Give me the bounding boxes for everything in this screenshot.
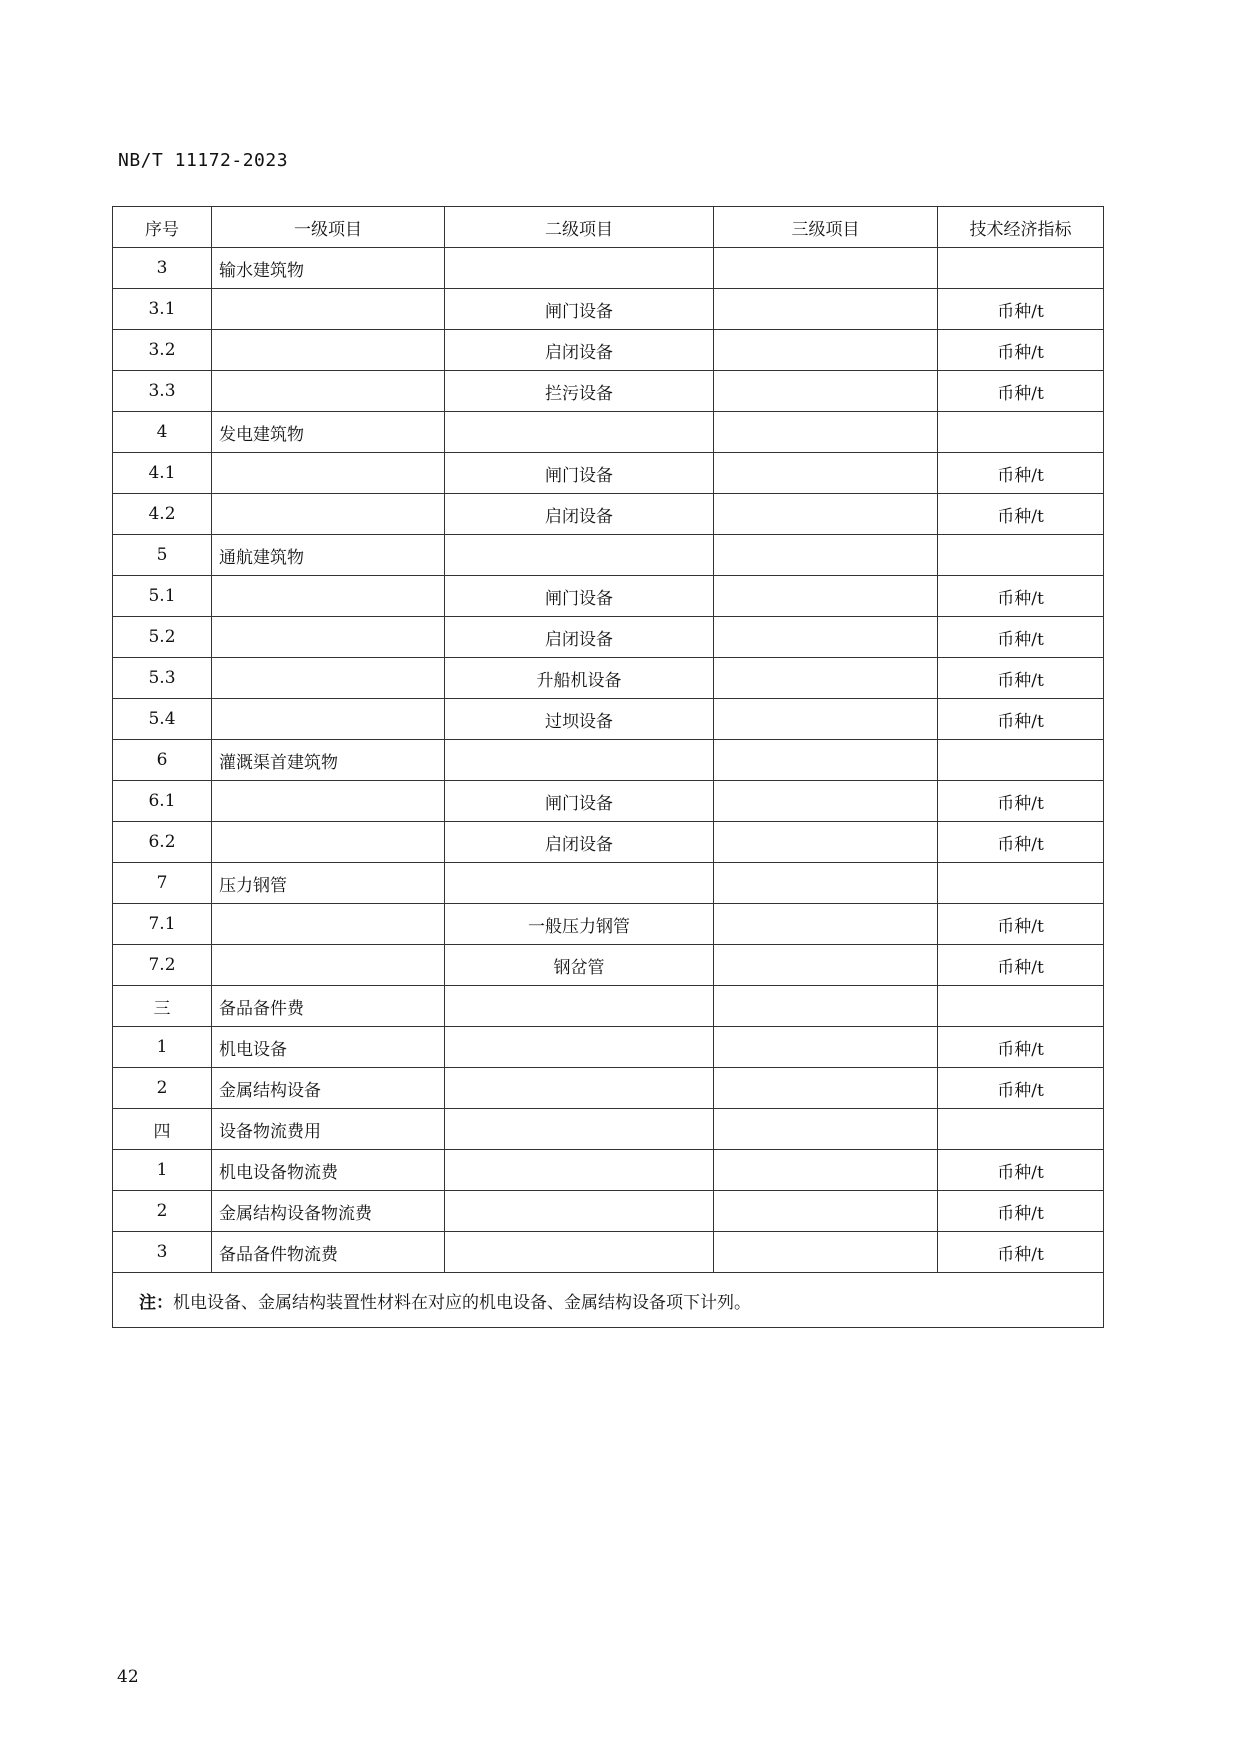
cell-level1: 输水建筑物 (212, 248, 445, 289)
cell-level2: 启闭设备 (445, 617, 714, 658)
cell-seq: 2 (113, 1191, 212, 1232)
table-row (113, 781, 1104, 822)
table-row (113, 535, 1104, 576)
table-row (113, 1068, 1104, 1109)
cell-level2 (445, 863, 714, 904)
cell-level1 (212, 576, 445, 617)
cell-seq: 7 (113, 863, 212, 904)
table-row (113, 617, 1104, 658)
cell-level1: 通航建筑物 (212, 535, 445, 576)
cell-seq: 6.2 (113, 822, 212, 863)
table-row (113, 576, 1104, 617)
cell-indicator: 币种/t (938, 330, 1104, 371)
cell-level3 (714, 1150, 938, 1191)
note-row (113, 1273, 1104, 1328)
cell-level2 (445, 1109, 714, 1150)
cell-seq: 3.1 (113, 289, 212, 330)
cell-level1: 发电建筑物 (212, 412, 445, 453)
cell-seq: 4.2 (113, 494, 212, 535)
cell-seq: 5.3 (113, 658, 212, 699)
cell-level3 (714, 699, 938, 740)
cell-level1 (212, 945, 445, 986)
table-row (113, 1232, 1104, 1273)
note-label: 注： (139, 1292, 173, 1313)
cell-seq: 7.1 (113, 904, 212, 945)
cell-level1 (212, 699, 445, 740)
cell-level2: 闸门设备 (445, 576, 714, 617)
cell-level1 (212, 781, 445, 822)
cell-indicator (938, 986, 1104, 1027)
cell-seq: 4.1 (113, 453, 212, 494)
cell-seq: 四 (113, 1109, 212, 1150)
cell-seq: 1 (113, 1150, 212, 1191)
cell-indicator: 币种/t (938, 699, 1104, 740)
table-row (113, 248, 1104, 289)
cell-level2 (445, 986, 714, 1027)
cell-seq: 4 (113, 412, 212, 453)
cell-level3 (714, 1109, 938, 1150)
cell-level1 (212, 494, 445, 535)
cell-level2: 过坝设备 (445, 699, 714, 740)
cell-level3 (714, 617, 938, 658)
table-row (113, 904, 1104, 945)
cell-indicator: 币种/t (938, 1191, 1104, 1232)
column-header-level2: 二级项目 (445, 207, 714, 248)
cell-level2: 闸门设备 (445, 781, 714, 822)
cell-indicator: 币种/t (938, 371, 1104, 412)
table-row (113, 289, 1104, 330)
cell-level2 (445, 1027, 714, 1068)
table-row (113, 699, 1104, 740)
table-row (113, 740, 1104, 781)
cell-level3 (714, 371, 938, 412)
cell-level2: 拦污设备 (445, 371, 714, 412)
cell-level1: 金属结构设备物流费 (212, 1191, 445, 1232)
cell-level1: 机电设备 (212, 1027, 445, 1068)
cell-level3 (714, 904, 938, 945)
cell-indicator (938, 535, 1104, 576)
cell-level3 (714, 289, 938, 330)
cell-level3 (714, 658, 938, 699)
column-header-level3: 三级项目 (714, 207, 938, 248)
cell-indicator: 币种/t (938, 658, 1104, 699)
table-body (113, 248, 1104, 1273)
cell-indicator: 币种/t (938, 1150, 1104, 1191)
cell-indicator: 币种/t (938, 822, 1104, 863)
cell-indicator (938, 248, 1104, 289)
cell-level3 (714, 453, 938, 494)
cell-level2: 启闭设备 (445, 330, 714, 371)
cell-level3 (714, 1191, 938, 1232)
cell-seq: 6.1 (113, 781, 212, 822)
cell-level1 (212, 617, 445, 658)
cell-level3 (714, 494, 938, 535)
cell-level2 (445, 1150, 714, 1191)
cell-level1: 机电设备物流费 (212, 1150, 445, 1191)
cell-level2: 一般压力钢管 (445, 904, 714, 945)
cell-level3 (714, 1027, 938, 1068)
cell-seq: 三 (113, 986, 212, 1027)
cell-indicator: 币种/t (938, 1027, 1104, 1068)
table-header-row (113, 207, 1104, 248)
cell-level3 (714, 535, 938, 576)
cell-indicator: 币种/t (938, 1232, 1104, 1273)
cell-level1 (212, 330, 445, 371)
cell-level2: 闸门设备 (445, 289, 714, 330)
cell-level2 (445, 412, 714, 453)
cell-indicator (938, 1109, 1104, 1150)
cell-level3 (714, 740, 938, 781)
cell-seq: 1 (113, 1027, 212, 1068)
cell-indicator: 币种/t (938, 494, 1104, 535)
cell-seq: 5 (113, 535, 212, 576)
cell-indicator: 币种/t (938, 453, 1104, 494)
cell-level1 (212, 822, 445, 863)
cell-seq: 3.2 (113, 330, 212, 371)
cell-level3 (714, 781, 938, 822)
table-row (113, 371, 1104, 412)
table-row (113, 412, 1104, 453)
table-row (113, 822, 1104, 863)
cell-seq: 3.3 (113, 371, 212, 412)
cell-level1: 设备物流费用 (212, 1109, 445, 1150)
cell-level1 (212, 904, 445, 945)
cell-level2: 启闭设备 (445, 822, 714, 863)
cell-indicator: 币种/t (938, 945, 1104, 986)
cell-level2 (445, 1068, 714, 1109)
cell-level3 (714, 986, 938, 1027)
table-row (113, 945, 1104, 986)
cell-level2 (445, 248, 714, 289)
table-row (113, 1191, 1104, 1232)
cell-level1 (212, 289, 445, 330)
cell-indicator (938, 863, 1104, 904)
cell-indicator: 币种/t (938, 576, 1104, 617)
cell-indicator: 币种/t (938, 904, 1104, 945)
cell-level1 (212, 658, 445, 699)
table-row (113, 494, 1104, 535)
cell-level2 (445, 1232, 714, 1273)
cell-level3 (714, 945, 938, 986)
cell-level1: 灌溉渠首建筑物 (212, 740, 445, 781)
cell-level1 (212, 453, 445, 494)
table-row (113, 863, 1104, 904)
cell-level2 (445, 535, 714, 576)
cell-level2: 钢岔管 (445, 945, 714, 986)
cell-indicator (938, 412, 1104, 453)
cell-level2 (445, 1191, 714, 1232)
table-note (113, 1273, 1104, 1328)
note-text: 机电设备、金属结构装置性材料在对应的机电设备、金属结构设备项下计列。 (173, 1292, 751, 1313)
cell-level2: 升船机设备 (445, 658, 714, 699)
cell-level1: 金属结构设备 (212, 1068, 445, 1109)
cell-indicator: 币种/t (938, 617, 1104, 658)
cell-level3 (714, 576, 938, 617)
cell-seq: 5.2 (113, 617, 212, 658)
table-row (113, 986, 1104, 1027)
cell-level2: 闸门设备 (445, 453, 714, 494)
cell-level2 (445, 740, 714, 781)
column-header-seq: 序号 (113, 207, 212, 248)
cell-seq: 3 (113, 1232, 212, 1273)
table-row (113, 330, 1104, 371)
cell-seq: 2 (113, 1068, 212, 1109)
cell-indicator (938, 740, 1104, 781)
cell-indicator: 币种/t (938, 289, 1104, 330)
cell-level1: 压力钢管 (212, 863, 445, 904)
table-row (113, 658, 1104, 699)
cell-level1: 备品备件费 (212, 986, 445, 1027)
cell-seq: 7.2 (113, 945, 212, 986)
cell-seq: 3 (113, 248, 212, 289)
cell-level3 (714, 412, 938, 453)
cell-level1 (212, 371, 445, 412)
table-row (113, 1027, 1104, 1068)
cell-level3 (714, 822, 938, 863)
cell-indicator: 币种/t (938, 781, 1104, 822)
cell-seq: 6 (113, 740, 212, 781)
cell-seq: 5.1 (113, 576, 212, 617)
page-number: 42 (117, 1667, 139, 1687)
cell-level3 (714, 248, 938, 289)
cell-level1: 备品备件物流费 (212, 1232, 445, 1273)
cell-level3 (714, 863, 938, 904)
table-row (113, 1150, 1104, 1191)
document-id: NB/T 11172-2023 (118, 150, 289, 171)
cell-level2: 启闭设备 (445, 494, 714, 535)
cell-level3 (714, 1068, 938, 1109)
table-row (113, 453, 1104, 494)
column-header-level1: 一级项目 (212, 207, 445, 248)
cell-seq: 5.4 (113, 699, 212, 740)
table-row (113, 1109, 1104, 1150)
cell-indicator: 币种/t (938, 1068, 1104, 1109)
column-header-indicator: 技术经济指标 (938, 207, 1104, 248)
cost-item-table (112, 206, 1104, 1328)
cell-level3 (714, 330, 938, 371)
cell-level3 (714, 1232, 938, 1273)
